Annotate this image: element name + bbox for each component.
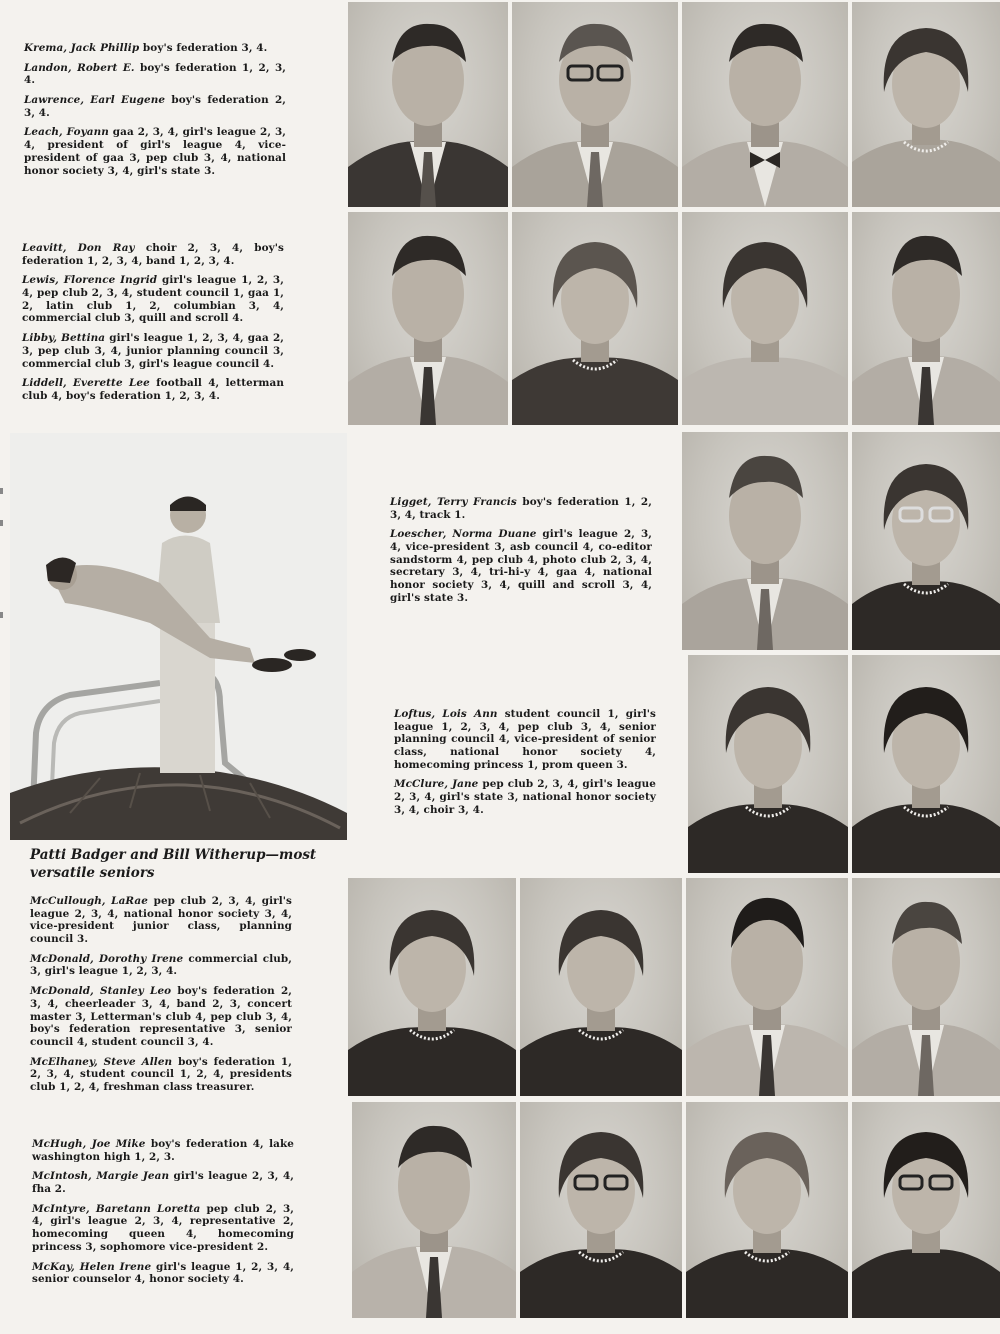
bio-entry — [394, 778, 656, 816]
student-activities: boy's federation 1, 2, 3, 4. — [24, 61, 287, 87]
portrait-leach — [852, 2, 1000, 207]
student-name: Loescher, Norma Duane — [390, 528, 537, 541]
portrait-lewis — [512, 212, 678, 425]
student-name: McDonald, Stanley Leo — [30, 985, 172, 998]
student-activities: pep club 2, 3, 4, girl's league 2, 3, 4, girl's state 3, national honor society 3, 4, choir 3, 4. — [394, 778, 657, 816]
portrait-mcdonald-dorothy — [520, 878, 682, 1096]
bio-entry — [22, 242, 284, 267]
bio-entry — [24, 62, 286, 87]
bio-entry — [24, 126, 286, 177]
student-name: McDonald, Dorothy Irene — [30, 952, 184, 965]
bio-block-middle-b — [394, 708, 656, 824]
bio-entry — [30, 1056, 292, 1094]
student-name: Leach, Foyann — [24, 126, 109, 139]
bio-entry — [24, 94, 286, 119]
portrait-leavitt — [348, 212, 508, 425]
student-activities: girl's league 1, 2, 3, 4, gaa 2, 3, pep club 3, 4, junior planning council 3, commercial club 3, girl's league council 4. — [22, 332, 285, 370]
bio-entry — [394, 708, 656, 771]
bio-entry — [32, 1203, 294, 1254]
bio-block-middle-a — [390, 496, 652, 612]
student-name: Loftus, Lois Ann — [394, 708, 498, 720]
student-activities: boy's federation 4, lake washington high 1, 2, 3. — [32, 1138, 294, 1163]
student-name: McIntosh, Margie Jean — [32, 1170, 170, 1183]
student-activities: student council 1, girl's league 1, 2, 3, 4, pep club 3, 4, senior planning council 4, vice-president of senior class, national honor society 4, homecoming princess 1, prom queen 3. — [394, 708, 656, 771]
student-name: McIntyre, Baretann Loretta — [32, 1202, 201, 1215]
student-name: McCullough, LaRae — [30, 895, 148, 907]
student-activities: boy's federation 2, 3, 4. — [24, 94, 286, 119]
student-activities: boy's federation 2, 3, 4, cheerleader 3, 4, band 2, 3, concert master 3, Letterman's club 4, pep club 3, 4, boy's federation representative 3, senior council 4, student council 3, 4. — [30, 985, 292, 1048]
student-name: McClure, Jane — [394, 778, 479, 791]
bio-entry — [22, 274, 284, 325]
portrait-mcelhaney — [852, 878, 1000, 1096]
bio-entry — [22, 377, 284, 402]
student-name: Lawrence, Earl Eugene — [24, 94, 166, 107]
student-activities: football 4, letterman club 4, boy's federation 1, 2, 3, 4. — [22, 377, 285, 402]
portrait-liddell — [852, 212, 1000, 425]
bio-entry — [32, 1138, 294, 1163]
portrait-mcintosh — [520, 1102, 682, 1318]
student-activities: choir 2, 3, 4, boy's federation 1, 2, 3, 4, band 1, 2, 3, 4. — [22, 242, 285, 267]
photo-caption: Patti Badger and Bill Witherup—most versatile seniors — [30, 847, 317, 882]
student-activities: gaa 2, 3, 4, girl's league 2, 3, 4, president of girl's league 4, vice-president of gaa 3, pep club 3, 4, national honor society 3, 4, girl's state 3. — [24, 126, 286, 177]
student-name: Liddell, Everette Lee — [22, 377, 150, 390]
student-name: McElhaney, Steve Allen — [30, 1055, 173, 1068]
portrait-loescher — [852, 432, 1000, 650]
candid-photo — [10, 433, 347, 840]
student-name: McKay, Helen Irene — [32, 1260, 152, 1273]
portrait-mckay — [852, 1102, 1000, 1318]
portrait-libby — [682, 212, 848, 425]
student-activities: girl's league 1, 2, 3, 4, pep club 2, 3, 4, student council 1, gaa 1, 2, latin club 1, 2, columbian 3, 4, commercial club 3, quill and scroll 4. — [22, 274, 284, 325]
bio-block-second — [22, 242, 284, 410]
bio-entry — [390, 496, 652, 521]
margin-mark — [0, 520, 3, 526]
bio-block-fourth — [30, 895, 292, 1101]
portrait-ligget — [682, 432, 848, 650]
student-name: Ligget, Terry Francis — [390, 496, 517, 508]
student-name: Leavitt, Don Ray — [22, 242, 135, 254]
student-activities: girl's league 2, 3, 4, vice-president 3, asb council 4, co-editor sandstorm 4, pep club 4, photo club 2, 3, 4, secretary 3, 4, tri-hi-y 4, gaa 4, national honor society 3, 4, quill and scroll 3, 4, girl's state 3. — [390, 528, 652, 604]
bio-entry — [30, 985, 292, 1048]
bio-entry — [32, 1261, 294, 1286]
bio-entry — [30, 895, 292, 946]
portrait-landon — [512, 2, 678, 207]
student-name: Krema, Jack Phillip — [24, 42, 140, 54]
portrait-krema — [348, 2, 508, 207]
student-activities: boy's federation 1, 2, 3, 4, track 1. — [390, 496, 652, 521]
portrait-mchugh — [352, 1102, 516, 1318]
student-activities: girl's league 2, 3, 4, fha 2. — [32, 1170, 294, 1196]
portrait-lawrence — [682, 2, 848, 207]
margin-mark — [0, 612, 3, 618]
student-activities: commercial club, 3, girl's league 1, 2, 3, 4. — [30, 952, 293, 978]
margin-mark — [0, 488, 3, 494]
bio-entry — [22, 332, 284, 370]
bio-entry — [24, 42, 286, 55]
portrait-loftus — [688, 655, 848, 873]
student-activities: boy's federation 1, 2, 3, 4, student council 1, 2, 4, presidents club 1, 2, 4, freshman class treasurer. — [30, 1055, 292, 1093]
bio-block-top — [24, 42, 286, 184]
student-activities: girl's league 1, 2, 3, 4, senior counselor 4, honor society 4. — [32, 1260, 294, 1286]
bio-entry — [390, 528, 652, 604]
student-name: McHugh, Joe Mike — [32, 1138, 146, 1150]
student-name: Lewis, Florence Ingrid — [22, 274, 158, 287]
bio-entry — [30, 953, 292, 978]
portrait-mccullough — [348, 878, 516, 1096]
bio-block-bottom — [32, 1138, 294, 1293]
student-activities: pep club 2, 3, 4, girl's league 2, 3, 4, national honor society 3, 4, vice-president junior class, planning council 3. — [30, 895, 293, 946]
student-activities: boy's federation 3, 4. — [142, 42, 268, 54]
portrait-mcintyre — [686, 1102, 848, 1318]
student-name: Libby, Bettina — [22, 332, 106, 345]
portrait-mcdonald-stanley — [686, 878, 848, 1096]
student-activities: pep club 2, 3, 4, girl's league 2, 3, 4, representative 2, homecoming queen 4, homecoming princess 3, sophomore vice-president 2. — [32, 1202, 295, 1253]
student-name: Landon, Robert E. — [24, 61, 135, 74]
bio-entry — [32, 1170, 294, 1195]
portrait-mcclure — [852, 655, 1000, 873]
